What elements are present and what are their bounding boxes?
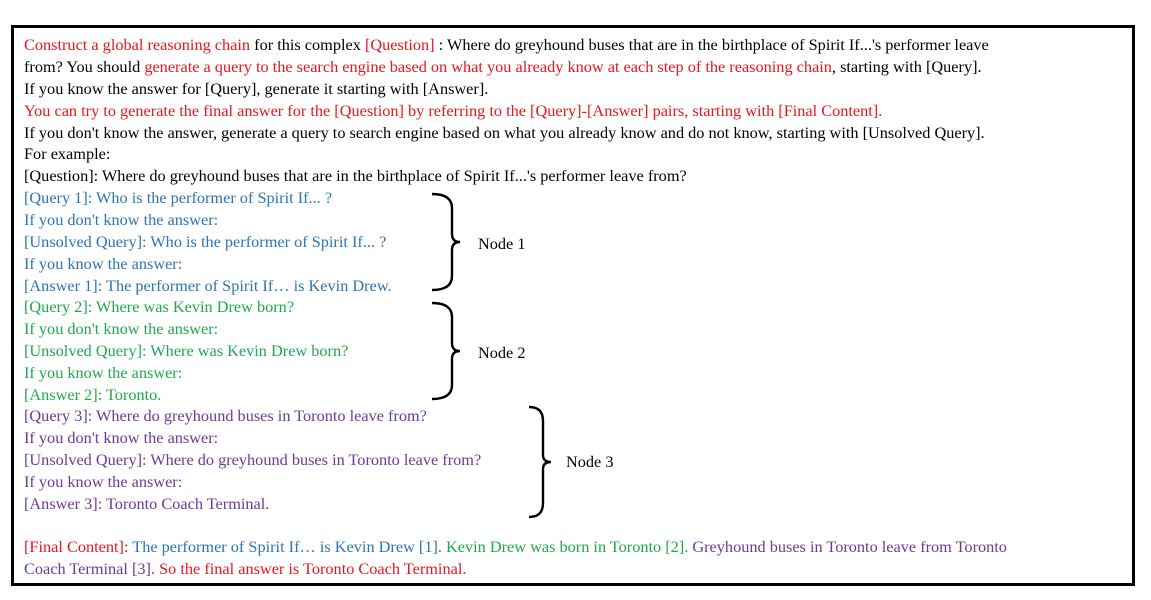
final-content-part-1: The performer of Spirit If… is Kevin Drew [1]. bbox=[128, 537, 442, 556]
instruction-line-1-segment: Construct a global reasoning chain bbox=[24, 35, 251, 54]
node3-answer: [Answer 3]: Toronto Coach Terminal. bbox=[24, 494, 270, 513]
node3-unknown-label: If you don't know the answer: bbox=[24, 428, 219, 447]
node2-query: [Query 2]: Where was Kevin Drew born? bbox=[24, 297, 295, 316]
final-content-line-1 bbox=[24, 536, 1007, 558]
instruction-line-5: If you don't know the answer, generate a query to search engine based on what you already know and do not know, starting with [Unsolved Query]. bbox=[24, 123, 985, 142]
node2-known-label: If you know the answer: bbox=[24, 363, 183, 382]
instruction-line-1-segment: : Where do greyhound buses that are in the birthplace of Spirit If...'s performer leave bbox=[434, 35, 989, 54]
final-content-part-3a: Greyhound buses in Toronto leave from Toronto bbox=[688, 537, 1007, 556]
node1-known-label: If you know the answer: bbox=[24, 254, 183, 273]
node3-known-label: If you know the answer: bbox=[24, 472, 183, 491]
instruction-line-1-segment: [Question] bbox=[364, 35, 435, 54]
final-content-part-2: Kevin Drew was born in Toronto [2]. bbox=[441, 537, 689, 556]
node1-unsolved-query: [Unsolved Query]: Who is the performer of Spirit If... ? bbox=[24, 232, 387, 251]
instruction-line-2-segment: , starting with [Query]. bbox=[831, 57, 982, 76]
instruction-line-4: You can try to generate the final answer for the [Question] by referring to the [Query]-[Answer] pairs, starting with [Final Content]. bbox=[24, 101, 883, 120]
final-content-part-4: So the final answer is Toronto Coach Terminal. bbox=[155, 559, 467, 578]
node1-answer: [Answer 1]: The performer of Spirit If… is Kevin Drew. bbox=[24, 276, 392, 295]
node2-unknown-label: If you don't know the answer: bbox=[24, 319, 219, 338]
instruction-line-1-segment: for this complex bbox=[250, 35, 365, 54]
node2-answer: [Answer 2]: Toronto. bbox=[24, 385, 162, 404]
node1-brace bbox=[430, 190, 460, 294]
node3-query: [Query 3]: Where do greyhound buses in Toronto leave from? bbox=[24, 406, 427, 425]
node1-unknown-label: If you don't know the answer: bbox=[24, 210, 219, 229]
node1-query: [Query 1]: Who is the performer of Spirit If... ? bbox=[24, 188, 333, 207]
instruction-line-1 bbox=[24, 34, 989, 56]
node3-unsolved-query: [Unsolved Query]: Where do greyhound buses in Toronto leave from? bbox=[24, 450, 482, 469]
node2-label: Node 2 bbox=[478, 343, 526, 362]
node1-label: Node 1 bbox=[478, 234, 526, 253]
instruction-line-2-segment: generate a query to the search engine based on what you already know at each step of the reasoning chain bbox=[144, 57, 832, 76]
node3-label: Node 3 bbox=[566, 452, 614, 471]
instruction-line-3: If you know the answer for [Query], generate it starting with [Answer]. bbox=[24, 79, 489, 98]
final-content-line-2 bbox=[24, 558, 466, 580]
example-question: [Question]: Where do greyhound buses that are in the birthplace of Spirit If...'s performer leave from? bbox=[24, 166, 687, 185]
example-heading: For example: bbox=[24, 144, 111, 163]
node3-brace bbox=[527, 405, 557, 519]
instruction-line-2 bbox=[24, 56, 982, 78]
node2-unsolved-query: [Unsolved Query]: Where was Kevin Drew born? bbox=[24, 341, 349, 360]
final-content-prefix: [Final Content]: bbox=[24, 537, 129, 556]
instruction-line-2-segment: from? You should bbox=[24, 57, 145, 76]
final-content-part-3b: Coach Terminal [3]. bbox=[24, 559, 156, 578]
node2-brace bbox=[430, 299, 460, 403]
